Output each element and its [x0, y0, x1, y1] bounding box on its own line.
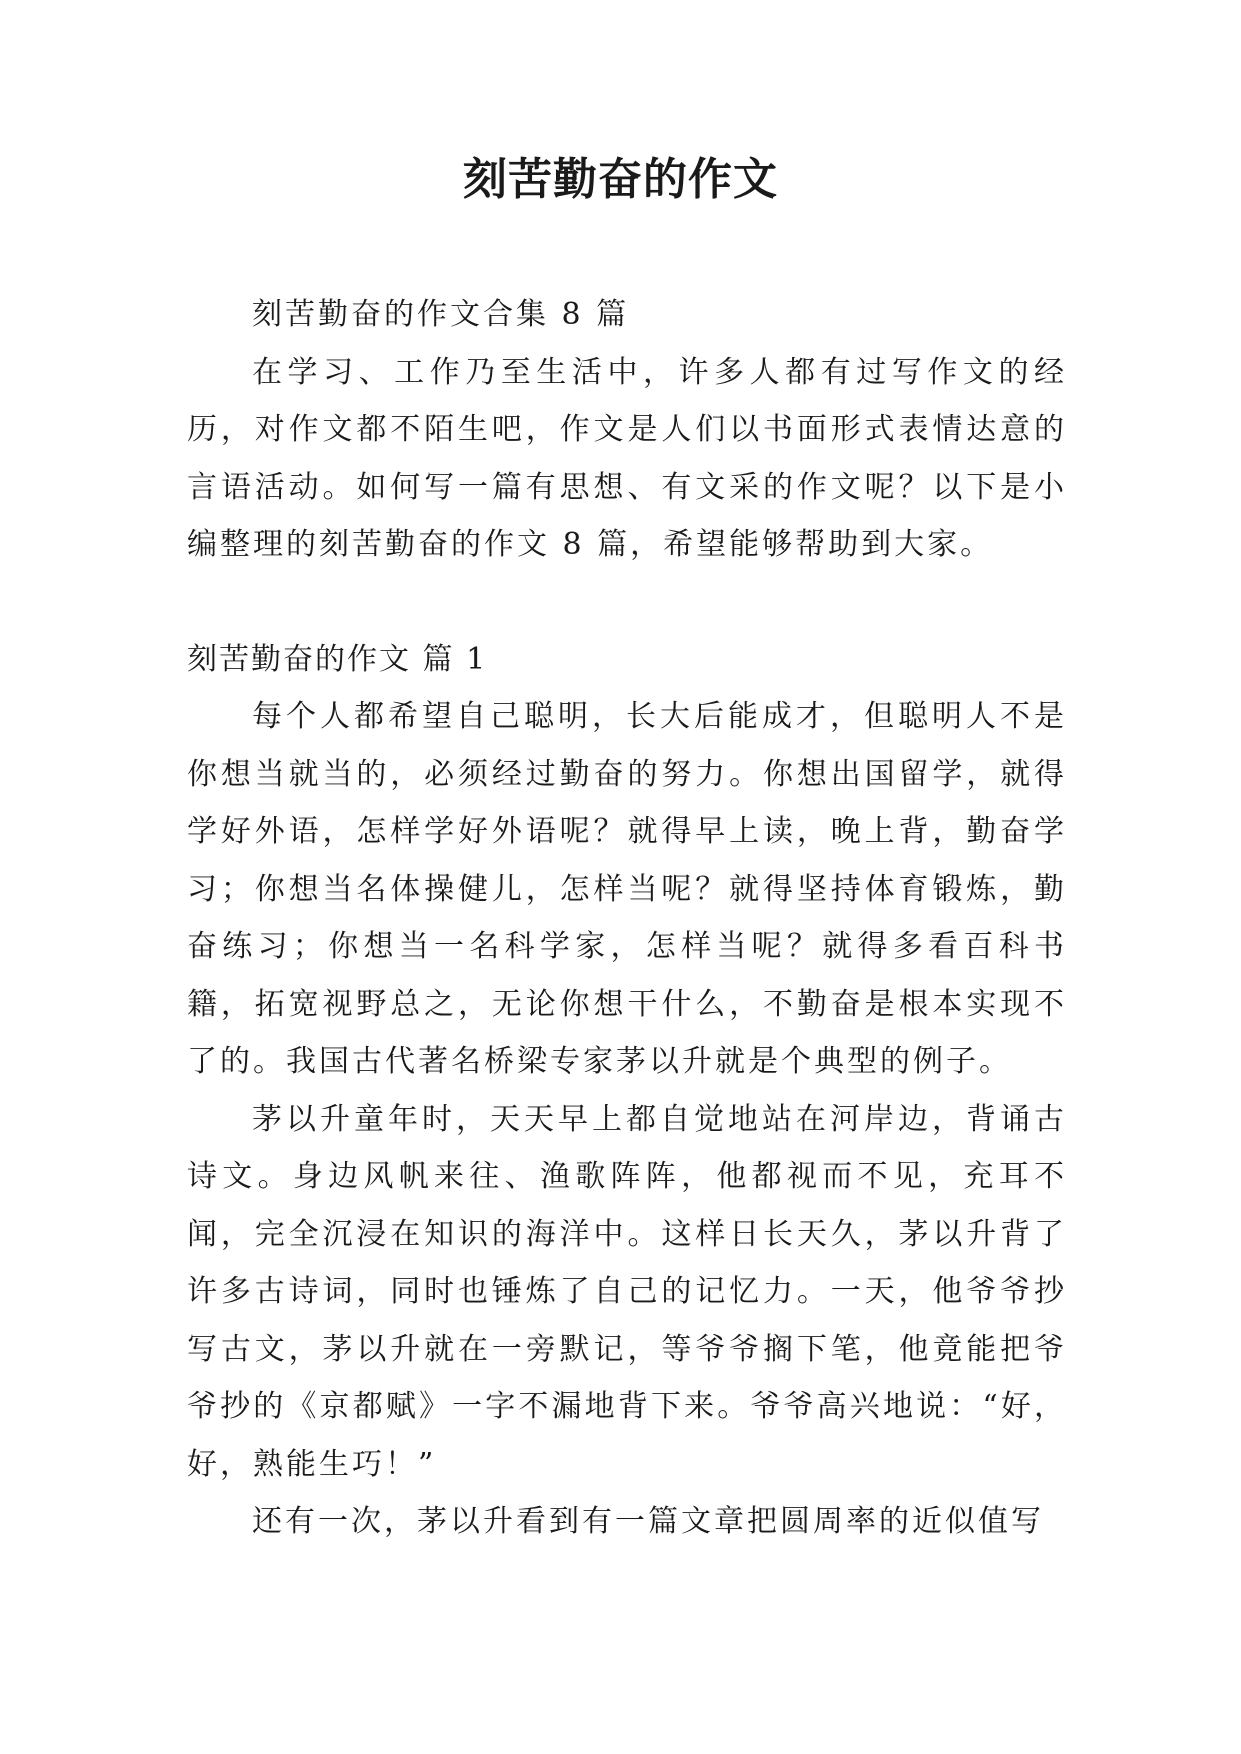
document-title: 刻苦勤奋的作文 [463, 154, 778, 205]
intro-paragraph: 在学习、工作乃至生活中，许多人都有过写作文的经历，对作文都不陌生吧，作文是人们以书面形式表情达意的言语活动。如何写一篇有思想、有文采的作文呢？以下是小编整理的刻苦勤奋的作文 8 篇，希望能够帮助到大家。 [187, 354, 1067, 562]
document-body [187, 286, 1067, 1551]
body-paragraph: 每个人都希望自己聪明，长大后能成才，但聪明人不是你想当就当的，必须经过勤奋的努力。你想出国留学，就得学好外语，怎样学好外语呢？就得早上读，晚上背，勤奋学习；你想当名体操健儿，怎样当呢？就得坚持体育锻炼，勤奋练习；你想当一名科学家，怎样当呢？就得多看百科书籍，拓宽视野总之，无论你想干什么，不勤奋是根本实现不了的。我国古代著名桥梁专家茅以升就是个典型的例子。 [187, 699, 1067, 1079]
body-paragraph: 茅以升童年时，天天早上都自觉地站在河岸边，背诵古诗文。身边风帆来往、渔歌阵阵，他都视而不见，充耳不闻，完全沉浸在知识的海洋中。这样日长天久，茅以升背了许多古诗词，同时也锤炼了自己的记忆力。一天，他爷爷抄写古文，茅以升就在一旁默记，等爷爷搁下笔，他竟能把爷爷抄的《京都赋》一字不漏地背下来。爷爷高兴地说：“好，好，熟能生巧！” [187, 1101, 1067, 1482]
section-heading: 刻苦勤奋的作文 篇 1 [187, 641, 488, 677]
body-paragraph: 还有一次，茅以升看到有一篇文章把圆周率的近似值写 [252, 1504, 1044, 1539]
collection-subtitle: 刻苦勤奋的作文合集 8 篇 [252, 297, 630, 332]
